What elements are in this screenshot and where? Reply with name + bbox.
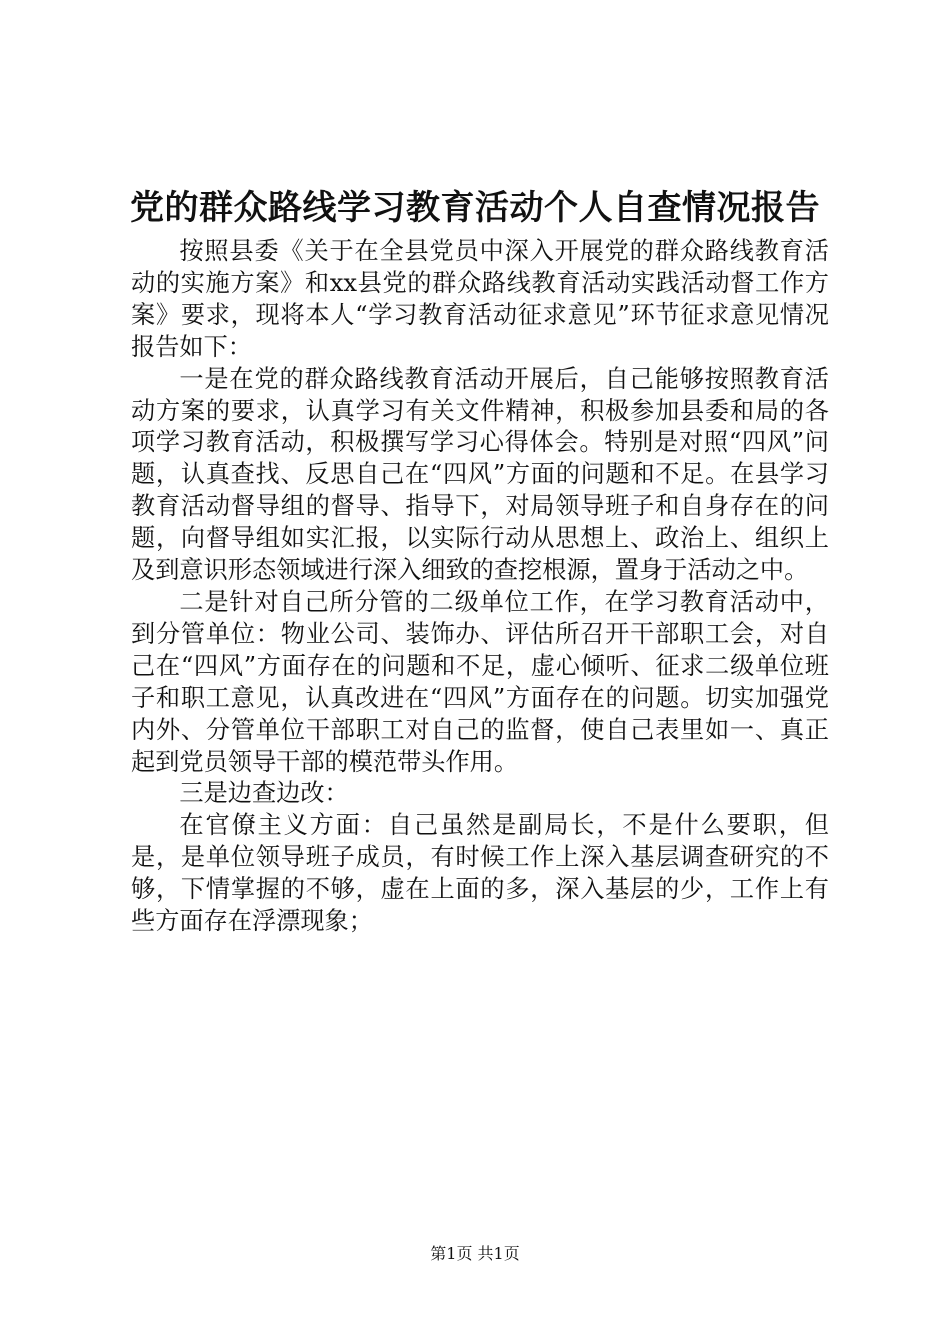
paragraph-point-three: 三是边查边改： [179, 779, 349, 808]
paragraph-bureaucracy: 在官僚主义方面：自己虽然是副局长，不是什么要职，但是，是单位领导班子成员，有时候工作上深入基层调查研究的不够，下情掌握的不够，虚在上面的多，深入基层的少，工作上有些方面存在浮漂现象； [131, 811, 829, 936]
paragraph-point-two: 二是针对自己所分管的二级单位工作，在学习教育活动中，到分管单位：物业公司、装饰办、评估所召开干部职工会，对自己在“四风”方面存在的问题和不足，虚心倾听、征求二级单位班子和职工意见，认真改进在“四风”方面存在的问题。切实加强党内外、分管单位干部职工对自己的监督，使自己表里如一、真正起到党员领导干部的模范带头作用。 [131, 587, 829, 776]
document-body [131, 236, 829, 938]
paragraph-intro: 按照县委《关于在全县党员中深入开展党的群众路线教育活动的实施方案》和xx县党的群众路线教育活动实践活动督工作方案》要求，现将本人“学习教育活动征求意见”环节征求意见情况报告如下： [131, 237, 829, 361]
page-footer [0, 1243, 950, 1265]
document-title: 党的群众路线学习教育活动个人自查情况报告 [130, 188, 820, 228]
page-number: 第1页 [430, 1244, 473, 1263]
page-total: 共1页 [477, 1244, 520, 1263]
paragraph-point-one: 一是在党的群众路线教育活动开展后，自己能够按照教育活动方案的要求，认真学习有关文件精神，积极参加县委和局的各项学习教育活动，积极撰写学习心得体会。特别是对照“四风”问题，认真查找、反思自己在“四风”方面的问题和不足。在县学习教育活动督导组的督导、指导下，对局领导班子和自身存在的问题，向督导组如实汇报，以实际行动从思想上、政治上、组织上及到意识形态领域进行深入细致的查挖根源，置身于活动之中。 [131, 364, 829, 585]
